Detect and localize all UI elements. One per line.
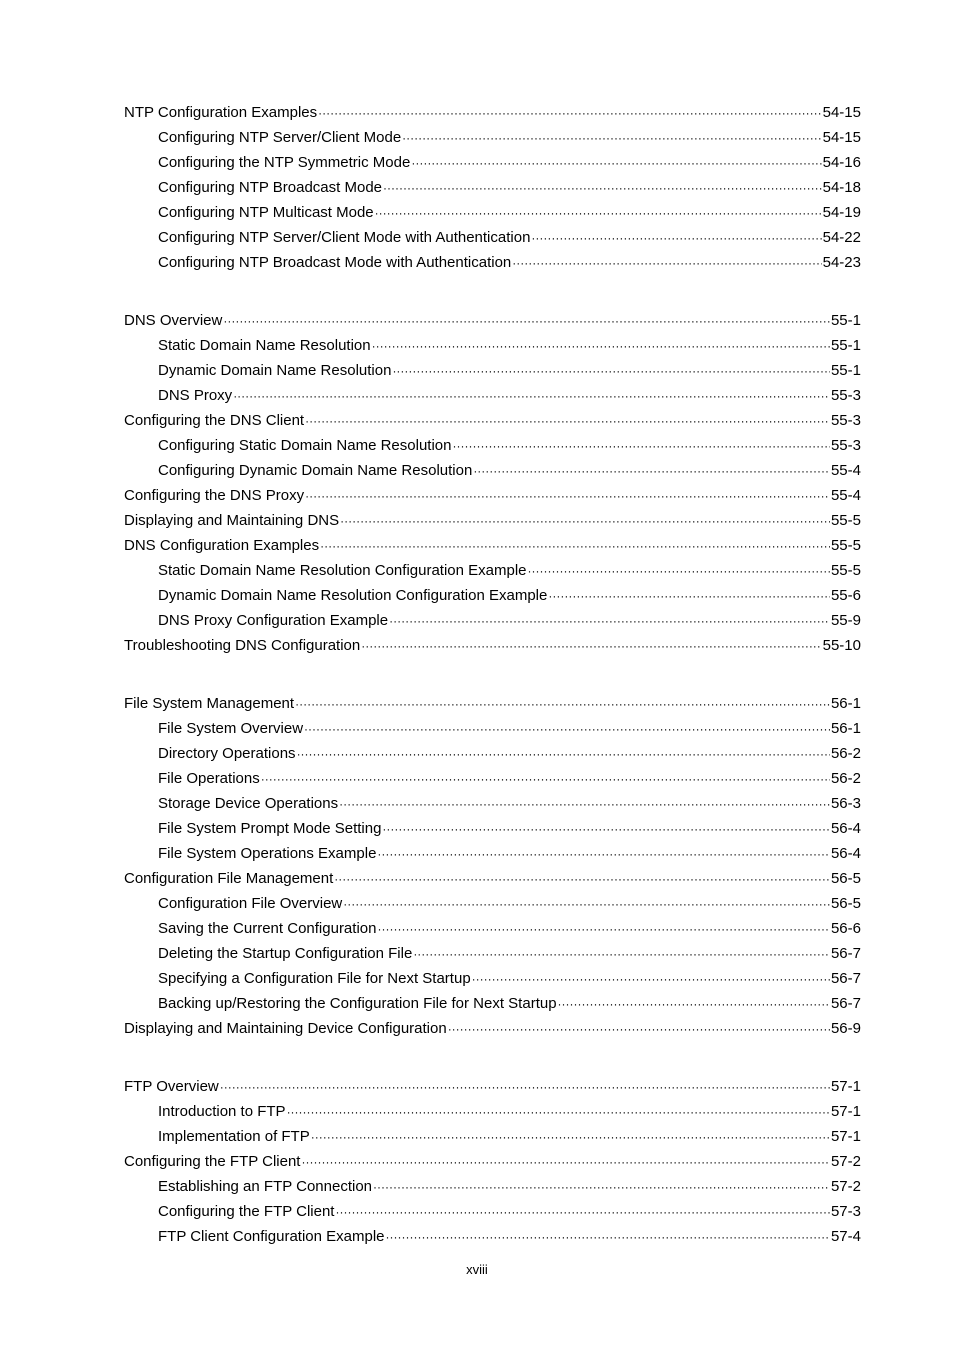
toc-entry-title: Configuration File Overview: [158, 895, 343, 912]
toc-entry-page: 56-2: [830, 745, 861, 762]
dot-leader: [305, 483, 830, 509]
toc-entry-title: Configuring the FTP Client: [158, 1203, 335, 1220]
toc-entry-page: 57-2: [830, 1153, 861, 1170]
toc-entry-title: Displaying and Maintaining Device Configuration: [124, 1020, 447, 1037]
toc-entry-page: 55-3: [830, 387, 861, 404]
toc-entry[interactable]: [124, 508, 861, 533]
toc-entry-page: 55-1: [830, 362, 861, 379]
toc-entry-page: 55-1: [830, 337, 861, 354]
toc-entry[interactable]: [124, 633, 861, 658]
dot-leader: [377, 916, 830, 942]
toc-entry-page: 56-3: [830, 795, 861, 812]
dot-leader: [305, 408, 830, 434]
toc-entry-title: Configuring the FTP Client: [124, 1153, 301, 1170]
dot-leader: [389, 608, 830, 634]
toc-entry-title: DNS Proxy Configuration Example: [158, 612, 389, 629]
toc-entry-page: 56-1: [830, 695, 861, 712]
dot-leader: [311, 1124, 830, 1150]
dot-leader: [448, 1016, 830, 1042]
dot-leader: [531, 225, 821, 251]
toc-entry-page: 56-5: [830, 870, 861, 887]
dot-leader: [335, 1199, 829, 1225]
toc-entry-title: Configuring Dynamic Domain Name Resolution: [158, 462, 473, 479]
dot-leader: [343, 891, 830, 917]
dot-leader: [413, 941, 830, 967]
toc-entry-title: DNS Proxy: [158, 387, 233, 404]
toc-entry-page: 55-5: [830, 537, 861, 554]
toc-entry-page: 55-5: [830, 562, 861, 579]
dot-leader: [512, 250, 821, 276]
dot-leader: [548, 583, 830, 609]
dot-leader: [287, 1099, 830, 1125]
toc-entry-page: 55-1: [830, 312, 861, 329]
dot-leader: [295, 691, 830, 717]
toc-entry-title: Configuring the DNS Client: [124, 412, 305, 429]
toc-entry-title: Establishing an FTP Connection: [158, 1178, 373, 1195]
dot-leader: [411, 150, 821, 176]
toc-subentry[interactable]: [124, 766, 861, 791]
toc-entry-title: Configuring NTP Server/Client Mode with Authentication: [158, 229, 531, 246]
toc-entry-title: Configuring the DNS Proxy: [124, 487, 305, 504]
toc-entry-title: Static Domain Name Resolution: [158, 337, 371, 354]
dot-leader: [392, 358, 830, 384]
toc-entry-title: Dynamic Domain Name Resolution Configuration Example: [158, 587, 548, 604]
toc-entry-page: 54-15: [822, 129, 861, 146]
dot-leader: [297, 741, 830, 767]
toc-subentry[interactable]: [124, 458, 861, 483]
dot-leader: [452, 433, 829, 459]
dot-leader: [304, 716, 830, 742]
toc-subentry[interactable]: [124, 200, 861, 225]
toc-entry-title: Configuring NTP Multicast Mode: [158, 204, 374, 221]
toc-entry-title: File System Operations Example: [158, 845, 377, 862]
toc-entry-page: 56-7: [830, 970, 861, 987]
toc-entry[interactable]: [124, 100, 861, 125]
dot-leader: [472, 966, 830, 992]
toc-entry-page: 57-3: [830, 1203, 861, 1220]
dot-leader: [373, 1174, 830, 1200]
toc-subentry[interactable]: [124, 608, 861, 633]
toc-entry-title: Storage Device Operations: [158, 795, 339, 812]
toc-entry-page: 54-22: [822, 229, 861, 246]
dot-leader: [318, 100, 821, 126]
toc-entry-title: DNS Configuration Examples: [124, 537, 320, 554]
toc-subentry[interactable]: [124, 741, 861, 766]
toc-entry-page: 54-16: [822, 154, 861, 171]
toc-entry[interactable]: [124, 408, 861, 433]
toc-entry-title: Dynamic Domain Name Resolution: [158, 362, 392, 379]
dot-leader: [340, 508, 830, 534]
toc-subentry[interactable]: [124, 941, 861, 966]
dot-leader: [382, 816, 830, 842]
toc-entry-page: 54-18: [822, 179, 861, 196]
toc-subentry[interactable]: [124, 1174, 861, 1199]
toc-entry-page: 54-23: [822, 254, 861, 271]
page-number: xviii: [466, 1262, 488, 1277]
toc-entry-page: 55-9: [830, 612, 861, 629]
toc-entry-page: 55-5: [830, 512, 861, 529]
toc-entry-title: Backing up/Restoring the Configuration File for Next Startup: [158, 995, 557, 1012]
dot-leader: [377, 841, 830, 867]
toc-entry-title: Configuring Static Domain Name Resolution: [158, 437, 452, 454]
dot-leader: [320, 533, 830, 559]
toc-entry-title: Configuring NTP Broadcast Mode: [158, 179, 383, 196]
dot-leader: [402, 125, 821, 151]
toc-entry-page: 55-4: [830, 462, 861, 479]
toc-entry-title: Configuring NTP Server/Client Mode: [158, 129, 402, 146]
toc-entry-title: Static Domain Name Resolution Configuration Example: [158, 562, 527, 579]
toc-subentry[interactable]: [124, 333, 861, 358]
toc-entry-page: 57-1: [830, 1078, 861, 1095]
toc-subentry[interactable]: [124, 1224, 861, 1249]
toc-entry-title: File System Overview: [158, 720, 304, 737]
toc-entry-page: 56-1: [830, 720, 861, 737]
toc-entry-page: 56-6: [830, 920, 861, 937]
toc-entry[interactable]: [124, 483, 861, 508]
toc-entry[interactable]: [124, 866, 861, 891]
dot-leader: [334, 866, 830, 892]
toc-entry-page: 56-5: [830, 895, 861, 912]
toc-entry-page: 56-9: [830, 1020, 861, 1037]
dot-leader: [372, 333, 830, 359]
toc-entry-page: 56-2: [830, 770, 861, 787]
toc-entry-page: 56-7: [830, 945, 861, 962]
toc-entry-page: 56-4: [830, 845, 861, 862]
toc-entry-page: 57-4: [830, 1228, 861, 1245]
toc-subentry[interactable]: [124, 433, 861, 458]
toc-subentry[interactable]: [124, 841, 861, 866]
toc-subentry[interactable]: [124, 916, 861, 941]
toc-entry-title: Saving the Current Configuration: [158, 920, 377, 937]
dot-leader: [386, 1224, 830, 1250]
toc-entry-page: 54-19: [822, 204, 861, 221]
dot-leader: [301, 1149, 829, 1175]
toc-entry-title: Configuration File Management: [124, 870, 334, 887]
toc-entry-page: 56-7: [830, 995, 861, 1012]
table-of-contents: [124, 100, 861, 1249]
toc-entry-title: File System Prompt Mode Setting: [158, 820, 382, 837]
toc-entry[interactable]: [124, 691, 861, 716]
toc-subentry[interactable]: [124, 716, 861, 741]
toc-subentry[interactable]: [124, 1124, 861, 1149]
toc-entry-page: 54-15: [822, 104, 861, 121]
toc-section: [124, 308, 861, 658]
toc-entry-title: FTP Client Configuration Example: [158, 1228, 385, 1245]
toc-entry-title: Deleting the Startup Configuration File: [158, 945, 413, 962]
toc-subentry[interactable]: [124, 250, 861, 275]
toc-subentry[interactable]: [124, 175, 861, 200]
toc-entry-page: 57-2: [830, 1178, 861, 1195]
toc-section: [124, 1074, 861, 1249]
toc-entry[interactable]: [124, 1016, 861, 1041]
toc-subentry[interactable]: [124, 125, 861, 150]
toc-entry-page: 56-4: [830, 820, 861, 837]
toc-subentry[interactable]: [124, 891, 861, 916]
toc-subentry[interactable]: [124, 583, 861, 608]
toc-entry-page: 55-4: [830, 487, 861, 504]
toc-entry[interactable]: [124, 1149, 861, 1174]
toc-entry-title: Introduction to FTP: [158, 1103, 286, 1120]
toc-entry-title: File System Management: [124, 695, 295, 712]
dot-leader: [528, 558, 830, 584]
dot-leader: [233, 383, 830, 409]
toc-section: [124, 100, 861, 275]
toc-entry-title: Configuring the NTP Symmetric Mode: [158, 154, 411, 171]
toc-entry-title: Displaying and Maintaining DNS: [124, 512, 340, 529]
dot-leader: [473, 458, 830, 484]
toc-entry-title: Configuring NTP Broadcast Mode with Authentication: [158, 254, 512, 271]
dot-leader: [558, 991, 830, 1017]
toc-subentry[interactable]: [124, 1099, 861, 1124]
toc-entry-title: Directory Operations: [158, 745, 296, 762]
toc-entry-title: FTP Overview: [124, 1078, 219, 1095]
toc-entry-page: 55-3: [830, 412, 861, 429]
toc-entry-page: 57-1: [830, 1128, 861, 1145]
toc-entry-page: 57-1: [830, 1103, 861, 1120]
toc-subentry[interactable]: [124, 558, 861, 583]
toc-subentry[interactable]: [124, 966, 861, 991]
toc-entry[interactable]: [124, 1074, 861, 1099]
dot-leader: [375, 200, 822, 226]
toc-entry-page: 55-6: [830, 587, 861, 604]
toc-entry-title: Troubleshooting DNS Configuration: [124, 637, 361, 654]
toc-entry-page: 55-3: [830, 437, 861, 454]
dot-leader: [339, 791, 830, 817]
toc-subentry[interactable]: [124, 383, 861, 408]
toc-subentry[interactable]: [124, 225, 861, 250]
dot-leader: [220, 1074, 830, 1100]
toc-entry-title: Implementation of FTP: [158, 1128, 310, 1145]
toc-entry-title: File Operations: [158, 770, 260, 787]
toc-entry[interactable]: [124, 533, 861, 558]
dot-leader: [223, 308, 830, 334]
toc-subentry[interactable]: [124, 816, 861, 841]
toc-subentry[interactable]: [124, 1199, 861, 1224]
toc-subentry[interactable]: [124, 991, 861, 1016]
toc-subentry[interactable]: [124, 150, 861, 175]
dot-leader: [383, 175, 822, 201]
toc-section: [124, 691, 861, 1041]
toc-subentry[interactable]: [124, 791, 861, 816]
dot-leader: [361, 633, 821, 659]
dot-leader: [261, 766, 830, 792]
toc-entry-page: 55-10: [822, 637, 861, 654]
toc-entry-title: NTP Configuration Examples: [124, 104, 318, 121]
toc-entry[interactable]: [124, 308, 861, 333]
toc-entry-title: Specifying a Configuration File for Next Startup: [158, 970, 471, 987]
toc-entry-title: DNS Overview: [124, 312, 223, 329]
toc-subentry[interactable]: [124, 358, 861, 383]
